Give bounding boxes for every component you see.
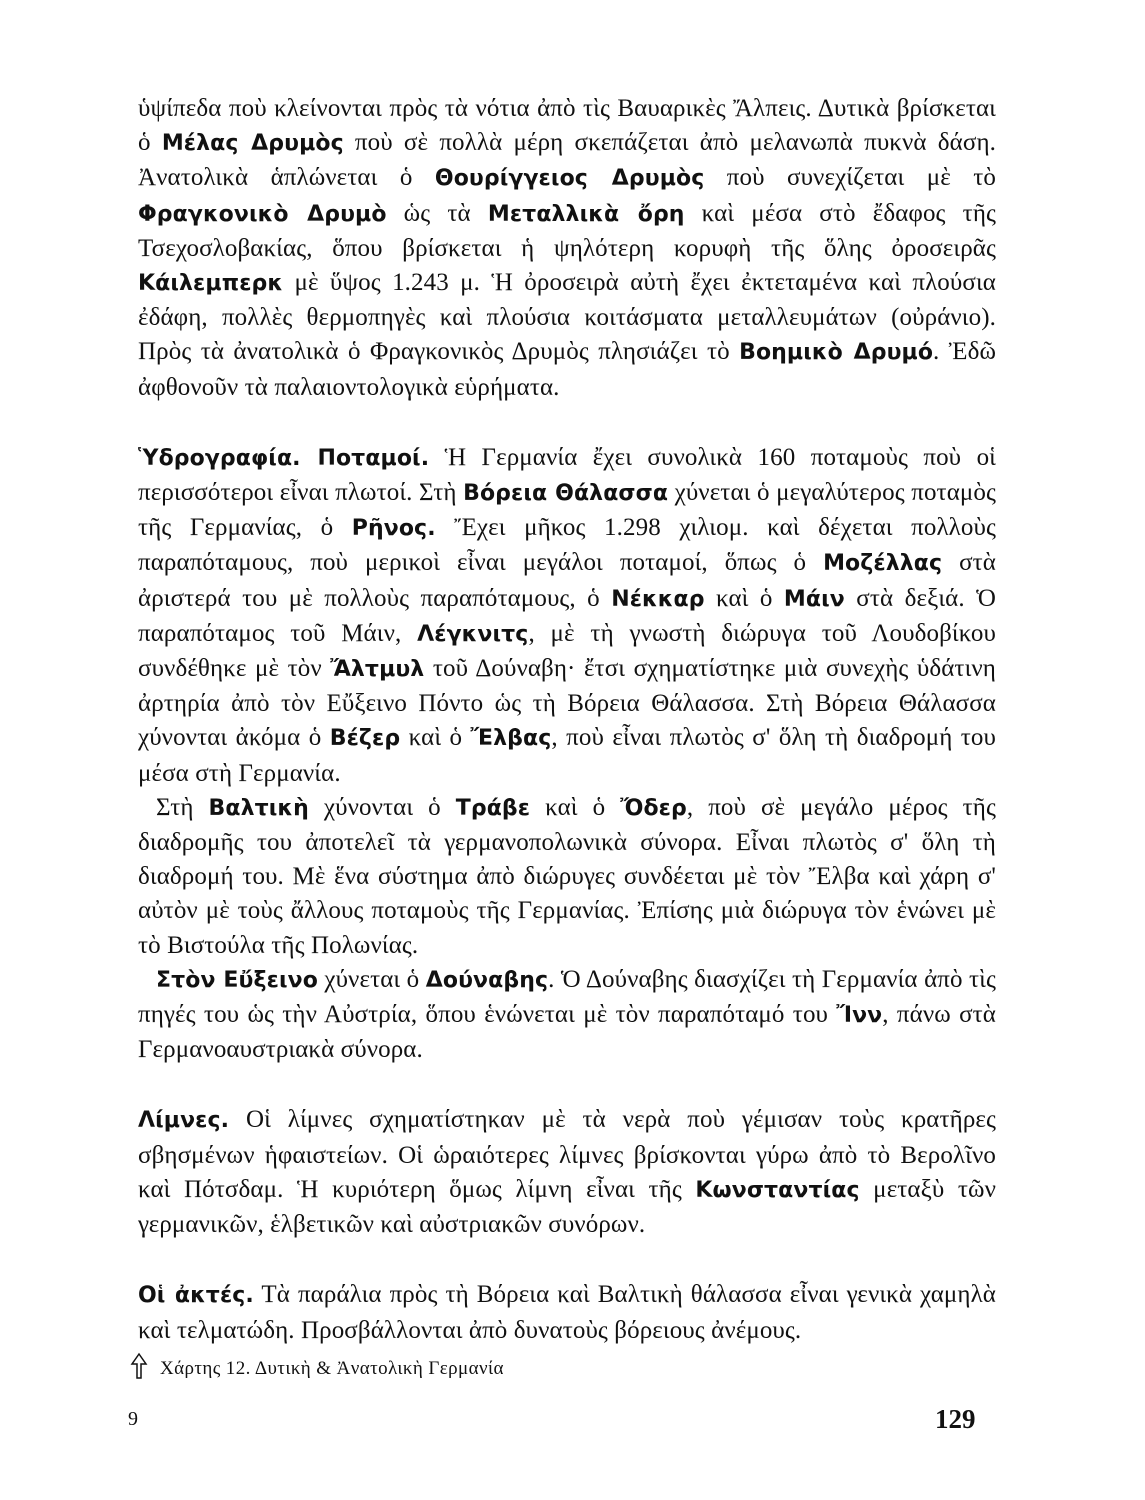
bold-term: Ὄδερ	[620, 795, 687, 821]
text-run: καὶ ὁ	[530, 793, 621, 821]
bold-term: Βοημικὸ Δρυμό	[739, 340, 934, 366]
text-run: . Ἐδῶ ἀφθονοῦν τὰ παλαιοντολογικὰ εὑρήματα.	[138, 338, 997, 401]
paragraph	[138, 963, 996, 1068]
page-number: 129	[935, 1404, 976, 1434]
paragraph	[138, 92, 996, 405]
text-run: , ποὺ σὲ μεγάλο μέρος τῆς διαδρομῆς του ἀποτελεῖ τὰ γερμανοπολωνικὰ σύνορα. Εἶναι πλωτὸς σ' ὅλη τὴ διαδρομή του. Μὲ ἕνα σύστημα ἀπὸ διώρυγες συνδέεται μὲ τὸν Ἔλβα καὶ χάρη σ' αὐτὸν μὲ τοὺς ἄλλους ποταμοὺς τῆς Γερμανίας. Ἐπίσης μιὰ διώρυγα τὸν ἑνώνει μὲ τὸ Βιστούλα τῆς Πολωνίας.	[138, 793, 996, 959]
page-body	[138, 92, 996, 1348]
text-run: . Ὁ Δούναβης διασχίζει τὴ Γερμανία ἀπὸ τὶς πηγές του ὡς τὴν Αὐστρία, ὅπου ἑνώνεται μὲ τὸν παραπόταμό του	[138, 965, 997, 1029]
text-run: μεταξὺ τῶν γερμανικῶν, ἑλβετικῶν καὶ αὐστριακῶν συνόρων.	[138, 1175, 996, 1239]
text-run: καὶ ὁ	[704, 584, 784, 612]
text-run: , ποὺ εἶναι πλωτὸς σ' ὅλη τὴ διαδρομή του μέσα στὴ Γερμανία.	[138, 724, 996, 787]
bold-term: Νέκκαρ	[611, 586, 705, 612]
bold-term: Τράβε	[455, 795, 531, 821]
bold-term: Λίμνες.	[138, 1108, 230, 1134]
bold-term: Μέλας Δρυμὸς	[161, 131, 344, 157]
bold-term: Μάιν	[783, 586, 845, 612]
bold-term: Βαλτικὴ	[208, 795, 309, 821]
text-run: χύνονται ὁ	[308, 793, 456, 821]
text-run: ποὺ σὲ πολλὰ μέρη σκεπάζεται ἀπὸ μελανωπὰ πυκνὰ δάση. Ἀνατολικὰ ἁπλώνεται ὁ	[138, 129, 996, 192]
bold-term: Ὑδρογραφία. Ποταμοί.	[138, 445, 430, 471]
text-run: χύνεται ὁ	[317, 965, 426, 993]
text-run: ποὺ συνεχίζεται μὲ τὸ	[704, 164, 996, 192]
map-caption-text: Χάρτης 12. Δυτικὴ & Ἀνατολικὴ Γερμανία	[160, 1358, 504, 1379]
text-run: Ἡ Γερμανία ἔχει συνολικὰ 160 ποταμοὺς ποὺ οἱ περισσότεροι εἶναι πλωτοί. Στὴ	[138, 443, 996, 507]
text-run: Ἔχει μῆκος 1.298 χιλιομ. καὶ δέχεται πολλοὺς παραπόταμους, ποὺ μερικοὶ εἶναι μεγάλοι ποταμοί, ὅπως ὁ	[138, 514, 996, 577]
bold-term: Κωνσταντίας	[695, 1177, 860, 1203]
bold-term: Στὸν Εὔξεινο	[156, 967, 318, 993]
paragraph	[138, 1103, 996, 1242]
text-run: στὰ δεξιά. Ὁ παραπόταμος τοῦ Μάιν,	[138, 584, 997, 647]
bold-term: Οἱ ἀκτές.	[138, 1283, 254, 1309]
bold-term: Δούναβης	[425, 967, 549, 993]
bold-term: Λέγκνιτς	[417, 621, 529, 647]
text-run: καὶ μέσα στὸ ἔδαφος τῆς Τσεχοσλοβακίας, ὅπου βρίσκεται ἡ ψηλότερη κορυφὴ τῆς ὅλης ὀροσειρᾶς	[138, 199, 997, 262]
bold-term: Βέζερ	[329, 726, 401, 752]
text-run: ὑψίπεδα ποὺ κλείνονται πρὸς τὰ νότια ἀπὸ τὶς Βαυαρικὲς Ἄλπεις. Δυτικὰ βρίσκεται ὁ	[138, 95, 996, 157]
bold-term: Βόρεια Θάλασσα	[463, 481, 669, 507]
bold-term: Φραγκονικὸ Δρυμὸ	[138, 201, 387, 227]
paragraph	[138, 791, 996, 963]
text-run: χύνεται ὁ μεγαλύτερος ποταμὸς τῆς Γερμανίας, ὁ	[138, 479, 996, 542]
bold-term: Ἔλβας	[470, 726, 552, 752]
signature-number: 9	[128, 1408, 138, 1430]
bold-term: Ρῆνος.	[351, 516, 436, 542]
bold-term: Κάιλεμπερκ	[138, 271, 284, 297]
text-run: καὶ ὁ	[400, 724, 471, 752]
text-run: , μὲ τὴ γνωστὴ διώρυγα τοῦ Λουδοβίκου συνδέθηκε μὲ τὸν	[138, 619, 996, 683]
map-caption	[128, 1352, 504, 1386]
text-run: , πάνω στὰ Γερμανοαυστριακὰ σύνορα.	[138, 1001, 996, 1064]
text-run: ὡς τὰ	[386, 199, 488, 227]
text-run: στὰ ἀριστερά του μὲ πολλοὺς παραπόταμους, ὁ	[138, 549, 996, 612]
bold-term: Μεταλλικὰ ὄρη	[487, 201, 685, 227]
paragraph	[138, 441, 996, 791]
paragraph	[138, 1278, 996, 1347]
bold-term: Ἄλτμυλ	[330, 657, 425, 683]
bold-term: Ἴνν	[836, 1003, 883, 1029]
text-run: Τὰ παράλια πρὸς τὴ Βόρεια καὶ Βαλτικὴ θάλασσα εἶναι γενικὰ χαμηλὰ καὶ τελματώδη. Προσβάλλονται ἀπὸ δυνατοὺς βόρειους ἀνέμους.	[138, 1281, 996, 1344]
text-run: τοῦ Δούναβη· ἔτσι σχηματίστηκε μιὰ συνεχὴς ὑδάτινη ἀρτηρία ἀπὸ τὸν Εὔξεινο Πόντο ὡς τὴ Βόρεια Θάλασσα. Στὴ Βόρεια Θάλασσα χύνονται ἀκόμα ὁ	[138, 655, 996, 752]
map-pointer-icon	[128, 1352, 150, 1386]
bold-term: Θουρίγγειος Δρυμὸς	[434, 166, 705, 192]
text-run: Στὴ	[156, 793, 209, 821]
bold-term: Μοζέλλας	[823, 551, 943, 577]
text-run: Οἱ λίμνες σχηματίστηκαν μὲ τὰ νερὰ ποὺ γέμισαν τοὺς κρατῆρες σβησμένων ἡφαιστείων. Οἱ ὡραιότερες λίμνες βρίσκονται γύρω ἀπὸ τὸ Βερολῖνο καὶ Πότσδαμ. Ἡ κυριότερη ὅμως λίμνη εἶναι τῆς	[138, 1106, 996, 1203]
text-run: μὲ ὕψος 1.243 μ. Ἡ ὀροσειρὰ αὐτὴ ἔχει ἐκτεταμένα καὶ πλούσια ἐδάφη, πολλὲς θερμοπηγὲς καὶ πλούσια κοιτάσματα μεταλλευμάτων (οὐράνιο). Πρὸς τὰ ἀνατολικὰ ὁ Φραγκονικὸς Δρυμὸς πλησιάζει τὸ	[138, 269, 996, 366]
